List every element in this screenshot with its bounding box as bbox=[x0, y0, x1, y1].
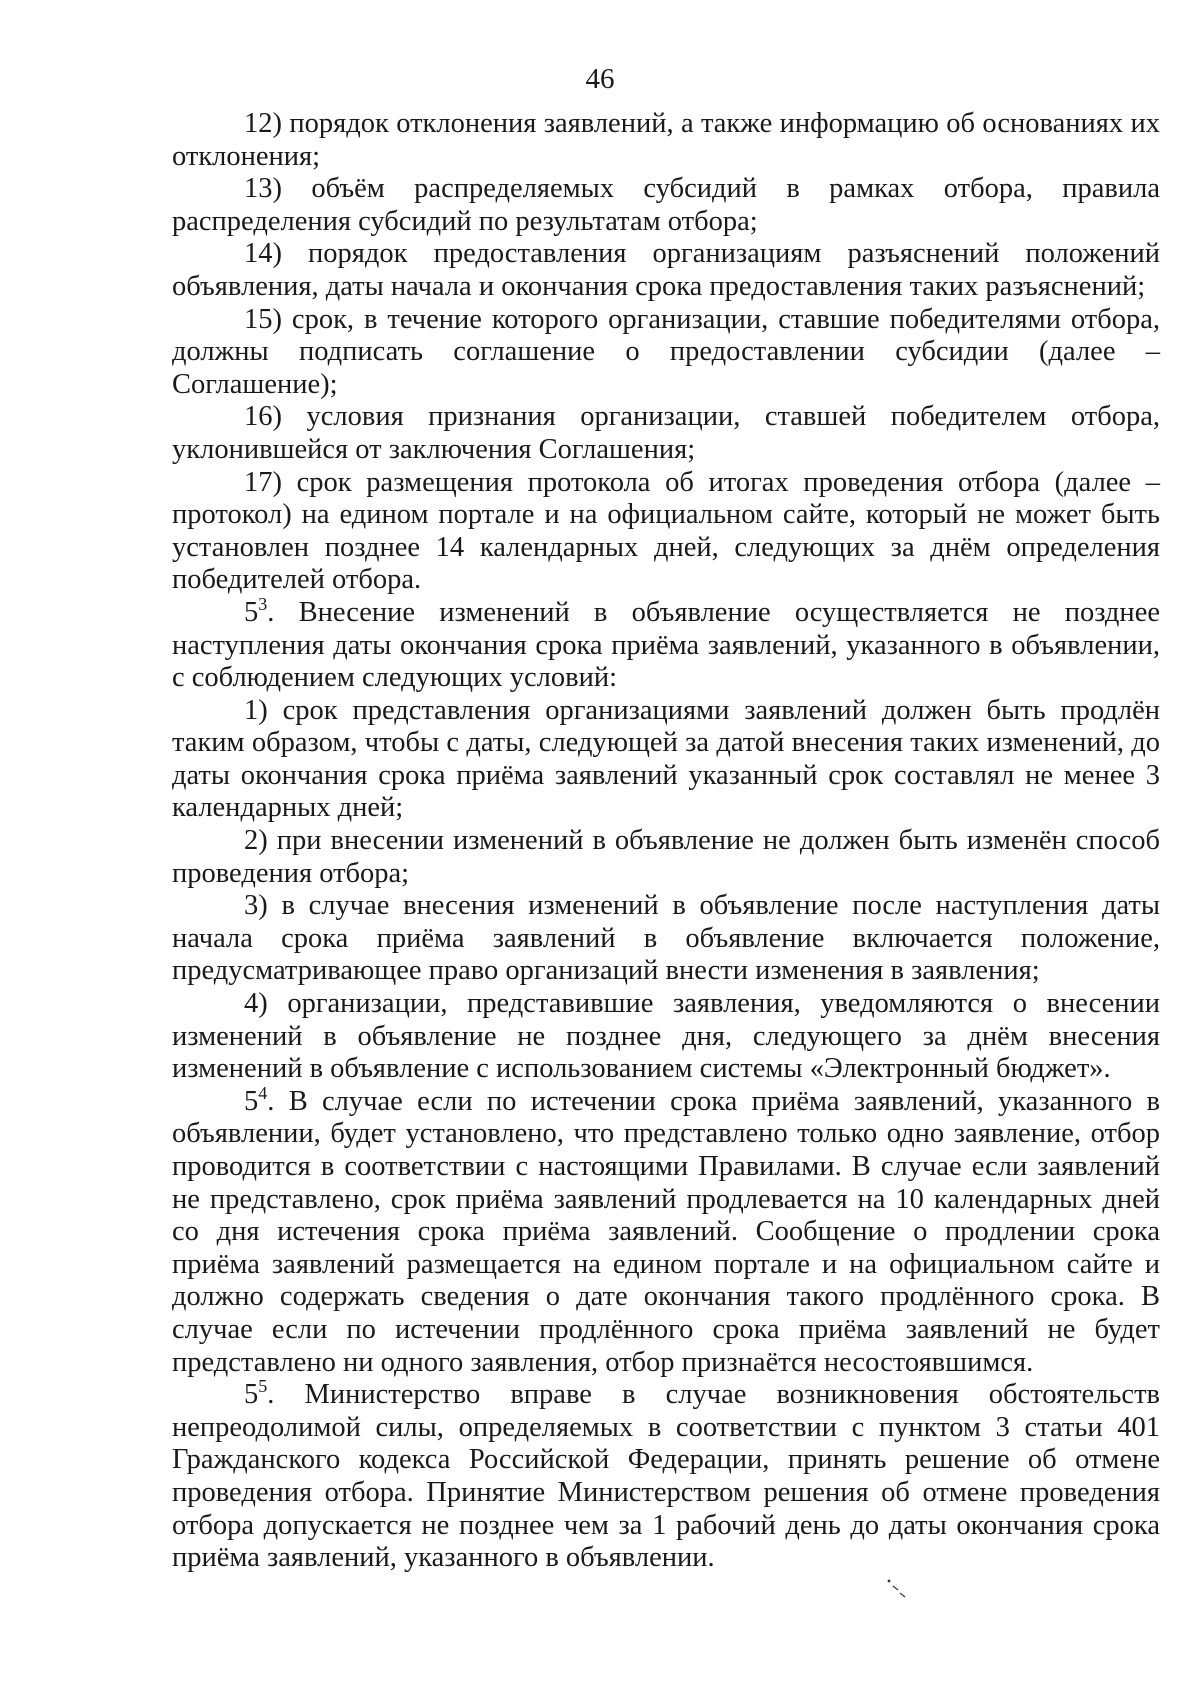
section-text: . Министерство вправе в случае возникновения обстоятельств непреодолимой силы, определяемых в соответствии с пунктом 3 статьи 401 Гражданского кодекса Российской Федерации, принять решение об отмене проведения отбора. Принятие Министерством решения об отмене проведения отбора допускается не позднее чем за 1 рабочий день до даты окончания срока приёма заявлений, указанного в объявлении. bbox=[172, 1379, 1160, 1574]
section-text: . Внесение изменений в объявление осуществляется не позднее наступления даты окончания срока приёма заявлений, указанного в объявлении, с соблюдением следующих условий: bbox=[172, 596, 1160, 694]
paragraph-condition-3: 3) в случае внесения изменений в объявление после наступления даты начала срока приёма заявлений в объявление включается положение, предусматривающее право организаций внести изменения в заявления; bbox=[172, 890, 1160, 987]
paragraph-item-17: 17) срок размещения протокола об итогах проведения отбора (далее – протокол) на едином портале и на официальном сайте, который не может быть установлен позднее 14 календарных дней, следующих за днём определения победителей отбора. bbox=[172, 466, 1160, 596]
section-number: 5 bbox=[244, 1379, 259, 1411]
section-superscript: 4 bbox=[258, 1082, 268, 1103]
paragraph-section-5-3 bbox=[172, 593, 1160, 695]
paragraph-item-13: 13) объём распределяемых субсидий в рамках отбора, правила распределения субсидий по результатам отбора; bbox=[172, 173, 1160, 237]
page-number: 46 bbox=[585, 63, 615, 95]
paragraph-item-14: 14) порядок предоставления организациям разъяснений положений объявления, даты начала и окончания срока предоставления таких разъяснений; bbox=[172, 238, 1160, 302]
paragraph-section-5-4 bbox=[172, 1082, 1160, 1379]
section-number: 5 bbox=[244, 596, 259, 628]
section-superscript: 5 bbox=[258, 1376, 268, 1397]
paragraph-item-12: 12) порядок отклонения заявлений, а также информацию об основаниях их отклонения; bbox=[172, 108, 1160, 172]
section-number: 5 bbox=[244, 1085, 259, 1117]
paragraph-condition-4: 4) организации, представившие заявления, уведомляются о внесении изменений в объявление не позднее дня, следующего за днём внесения изменений в объявление с использованием системы «Электронный бюджет». bbox=[172, 988, 1160, 1085]
section-superscript: 3 bbox=[258, 593, 268, 614]
paragraph-condition-2: 2) при внесении изменений в объявление не должен быть изменён способ проведения отбора; bbox=[172, 825, 1160, 889]
paragraph-section-5-5 bbox=[172, 1376, 1160, 1575]
section-text: . В случае если по истечении срока приёма заявлений, указанного в объявлении, будет установлено, что представлено только одно заявление, отбор проводится в соответствии с настоящими Правилами. В случае если заявлений не представлено, срок приёма заявлений продлевается на 10 календарных дней со дня истечения срока приёма заявлений. Сообщение о продлении срока приёма заявлений размещается на едином портале и на официальном сайте и должно содержать сведения о дате окончания такого продлённого срока. В случае если по истечении продлённого срока приёма заявлений не будет представлено ни одного заявления, отбор признаётся несостоявшимся. bbox=[172, 1085, 1160, 1378]
pen-mark-icon bbox=[886, 1578, 908, 1600]
paragraph-item-16: 16) условия признания организации, ставшей победителем отбора, уклонившейся от заключения Соглашения; bbox=[172, 401, 1160, 465]
paragraph-item-15: 15) срок, в течение которого организации, ставшие победителями отбора, должны подписать соглашение о предоставлении субсидии (далее – Соглашение); bbox=[172, 303, 1160, 400]
paragraph-condition-1: 1) срок представления организациями заявлений должен быть продлён таким образом, чтобы с даты, следующей за датой внесения таких изменений, до даты окончания срока приёма заявлений указанный срок составлял не менее 3 календарных дней; bbox=[172, 694, 1160, 824]
document-body bbox=[172, 108, 1160, 1575]
